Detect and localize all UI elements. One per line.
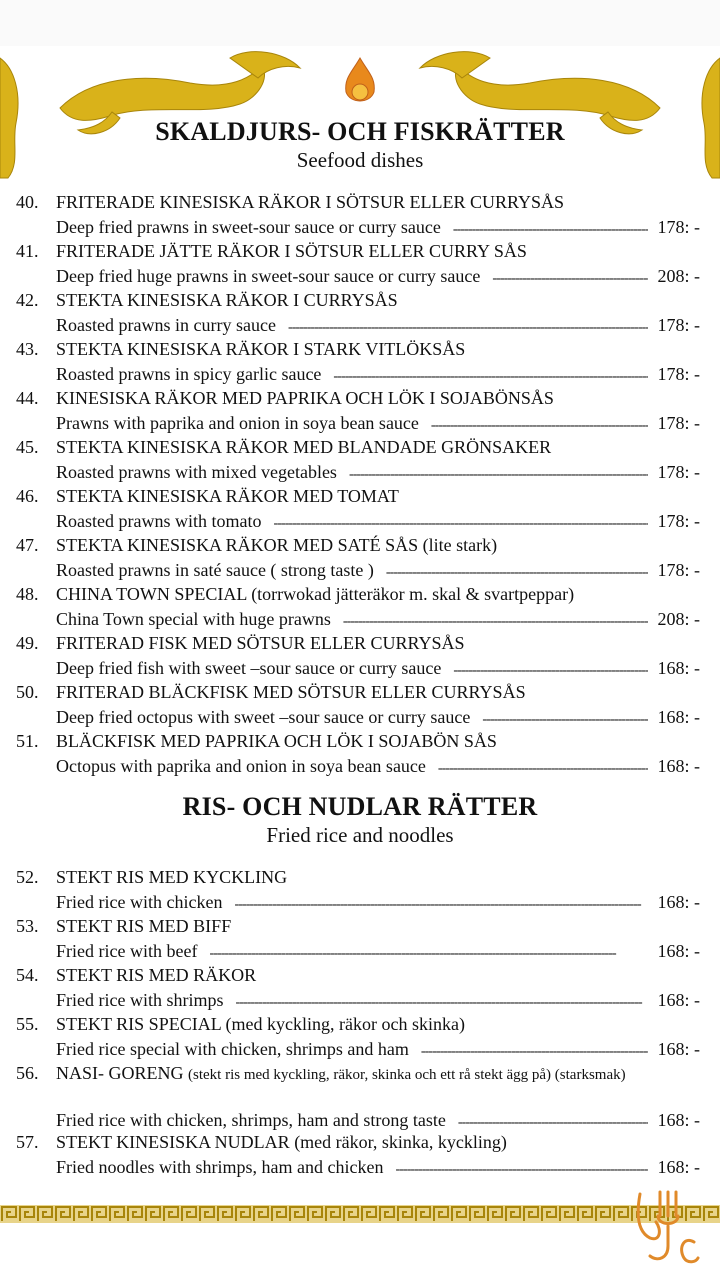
item-english-description: Fried rice with chicken — [56, 892, 223, 912]
item-swedish-name: FRITERADE JÄTTE RÄKOR I SÖTSUR ELLER CURRY SÅS — [56, 241, 527, 261]
item-number: 56. — [16, 1063, 39, 1083]
dotted-leader — [453, 216, 648, 241]
item-swedish-name: FRITERAD FISK MED SÖTSUR ELLER CURRYSÅS — [56, 633, 465, 653]
menu-item — [0, 289, 720, 338]
item-english-description: China Town special with huge prawns — [56, 609, 331, 629]
item-english-line — [56, 940, 700, 962]
item-number: 45. — [16, 437, 39, 457]
item-number: 48. — [16, 584, 39, 604]
item-number: 57. — [16, 1132, 39, 1152]
item-swedish-name: STEKTA KINESISKA RÄKOR I STARK VITLÖKSÅS — [56, 339, 466, 359]
dotted-leader — [431, 412, 648, 437]
item-number: 44. — [16, 388, 39, 408]
item-price: 178: - — [657, 511, 700, 531]
item-english-line — [56, 412, 700, 434]
item-number: 50. — [16, 682, 39, 702]
item-number: 53. — [16, 916, 39, 936]
menu-item — [0, 632, 720, 681]
item-price: 168: - — [657, 892, 700, 912]
menu-item — [0, 387, 720, 436]
item-price: 168: - — [657, 990, 700, 1010]
item-price: 168: - — [657, 1157, 700, 1177]
dotted-leader — [349, 461, 648, 486]
decorative-border-strip — [0, 1205, 720, 1223]
item-english-line — [56, 314, 700, 336]
item-number: 46. — [16, 486, 39, 506]
dotted-leader — [234, 891, 647, 916]
item-english-line — [56, 1038, 700, 1060]
item-price: 208: - — [657, 266, 700, 286]
item-english-description: Fried rice special with chicken, shrimps and ham — [56, 1039, 409, 1059]
item-english-line — [56, 1156, 700, 1178]
item-price: 168: - — [657, 658, 700, 678]
item-english-description: Deep fried octopus with sweet –sour sauce or curry sauce — [56, 707, 471, 727]
dotted-leader — [453, 657, 647, 682]
menu-item — [0, 191, 720, 240]
item-swedish-note: (med räkor, skinka, kyckling) — [294, 1132, 507, 1152]
item-english-line — [56, 657, 700, 679]
item-swedish-name: STEKT RIS SPECIAL (med kyckling, räkor och skinka) — [56, 1014, 465, 1034]
item-swedish-name: STEKT KINESISKA NUDLAR (med räkor, skinka, kyckling) — [56, 1132, 507, 1152]
item-english-description: Roasted prawns in curry sauce — [56, 315, 276, 335]
item-english-line — [56, 1109, 700, 1131]
item-swedish-note: (med kyckling, räkor och skinka) — [225, 1014, 465, 1034]
section-subtitle-rice-noodles: Fried rice and noodles — [266, 823, 454, 847]
menu-item — [0, 485, 720, 534]
dotted-leader — [235, 989, 647, 1014]
item-english-description: Roasted prawns in spicy garlic sauce — [56, 364, 322, 384]
item-english-line — [56, 510, 700, 532]
menu-item — [0, 681, 720, 730]
item-swedish-name: BLÄCKFISK MED PAPRIKA OCH LÖK I SOJABÖN SÅS — [56, 731, 497, 751]
item-english-description: Roasted prawns with tomato — [56, 511, 262, 531]
item-english-description: Roasted prawns with mixed vegetables — [56, 462, 337, 482]
item-price: 168: - — [657, 756, 700, 776]
item-english-line — [56, 265, 700, 287]
item-swedish-name: KINESISKA RÄKOR MED PAPRIKA OCH LÖK I SOJABÖNSÅS — [56, 388, 554, 408]
item-english-description: Fried rice with beef — [56, 941, 198, 961]
item-english-line — [56, 891, 700, 913]
dotted-leader — [482, 706, 647, 731]
item-number: 52. — [16, 867, 39, 887]
item-number: 43. — [16, 339, 39, 359]
item-price: 208: - — [657, 609, 700, 629]
dotted-leader — [386, 559, 648, 584]
item-english-line — [56, 461, 700, 483]
item-number: 47. — [16, 535, 39, 555]
item-swedish-note: (torrwokad jätteräkor m. skal & svartpeppar) — [251, 584, 575, 604]
item-price: 178: - — [657, 560, 700, 580]
item-swedish-name: FRITERAD BLÄCKFISK MED SÖTSUR ELLER CURRYSÅS — [56, 682, 526, 702]
menu-item — [0, 436, 720, 485]
dotted-leader — [209, 940, 647, 965]
menu-item — [0, 338, 720, 387]
item-swedish-name: STEKTA KINESISKA RÄKOR MED TOMAT — [56, 486, 399, 506]
item-swedish-name: STEKT RIS MED BIFF — [56, 916, 232, 936]
menu-item — [0, 964, 720, 1013]
dotted-leader — [438, 755, 648, 780]
menu-item — [0, 730, 720, 779]
item-number: 40. — [16, 192, 39, 212]
item-price: 168: - — [657, 707, 700, 727]
item-swedish-note: (stekt ris med kyckling, räkor, skinka och ett rå stekt ägg på) (starksmak) — [188, 1067, 626, 1083]
item-price: 178: - — [657, 315, 700, 335]
item-english-line — [56, 989, 700, 1011]
item-number: 51. — [16, 731, 39, 751]
dotted-leader — [421, 1038, 648, 1063]
item-price: 168: - — [657, 941, 700, 961]
item-number: 41. — [16, 241, 39, 261]
section-title-rice-noodles: RIS- OCH NUDLAR RÄTTER — [182, 792, 538, 821]
section-subtitle-seafood: Seefood dishes — [296, 148, 424, 172]
item-english-line — [56, 216, 700, 238]
item-swedish-name: CHINA TOWN SPECIAL (torrwokad jätteräkor m. skal & svartpeppar) — [56, 584, 575, 604]
menu-item — [0, 1013, 720, 1062]
item-english-line — [56, 363, 700, 385]
item-swedish-name: STEKT RIS MED RÄKOR — [56, 965, 257, 985]
item-swedish-name: STEKTA KINESISKA RÄKOR MED BLANDADE GRÖNSAKER — [56, 437, 552, 457]
item-price: 178: - — [657, 217, 700, 237]
dotted-leader — [288, 314, 648, 339]
item-english-line — [56, 608, 700, 630]
item-swedish-name: STEKTA KINESISKA RÄKOR I CURRYSÅS — [56, 290, 398, 310]
restaurant-logo-icon — [632, 1186, 702, 1268]
dotted-leader — [395, 1156, 647, 1181]
item-swedish-name: NASI- GORENG (stekt ris med kyckling, räkor, skinka och ett rå stekt ägg på) (starksmak) — [56, 1063, 626, 1083]
menu-item — [0, 1131, 720, 1180]
dotted-leader — [333, 363, 647, 388]
section-title-seafood: SKALDJURS- OCH FISKRÄTTER — [155, 117, 565, 146]
dotted-leader — [343, 608, 648, 633]
item-swedish-note: (lite stark) — [422, 535, 498, 555]
item-swedish-name: FRITERADE KINESISKA RÄKOR I SÖTSUR ELLER CURRYSÅS — [56, 192, 565, 212]
item-number: 55. — [16, 1014, 39, 1034]
item-price: 178: - — [657, 364, 700, 384]
item-english-description: Fried rice with shrimps — [56, 990, 224, 1010]
item-swedish-name: STEKTA KINESISKA RÄKOR MED SATÉ SÅS (lite stark) — [56, 535, 498, 555]
item-english-description: Roasted prawns in saté sauce ( strong taste ) — [56, 560, 374, 580]
item-swedish-name: STEKT RIS MED KYCKLING — [56, 867, 288, 887]
item-number: 54. — [16, 965, 39, 985]
item-english-description: Deep fried prawns in sweet-sour sauce or curry sauce — [56, 217, 441, 237]
item-english-description: Fried rice with chicken, shrimps, ham and strong taste — [56, 1110, 446, 1130]
menu-item — [0, 1062, 720, 1132]
item-number: 49. — [16, 633, 39, 653]
item-price: 168: - — [657, 1110, 700, 1130]
dotted-leader — [492, 265, 647, 290]
menu-item — [0, 534, 720, 583]
flame-emblem-icon — [346, 58, 375, 101]
menu-item — [0, 583, 720, 632]
item-english-line — [56, 706, 700, 728]
item-english-description: Prawns with paprika and onion in soya bean sauce — [56, 413, 419, 433]
item-english-description: Deep fried huge prawns in sweet-sour sauce or curry sauce — [56, 266, 481, 286]
item-price: 178: - — [657, 462, 700, 482]
item-english-line — [56, 559, 700, 581]
item-english-line — [56, 755, 700, 777]
dotted-leader — [273, 510, 647, 535]
item-price: 168: - — [657, 1039, 700, 1059]
menu-item — [0, 866, 720, 915]
item-english-description: Octopus with paprika and onion in soya bean sauce — [56, 756, 426, 776]
menu-item — [0, 915, 720, 964]
item-english-description: Fried noodles with shrimps, ham and chicken — [56, 1157, 384, 1177]
item-number: 42. — [16, 290, 39, 310]
item-english-description: Deep fried fish with sweet –sour sauce or curry sauce — [56, 658, 442, 678]
item-price: 178: - — [657, 413, 700, 433]
menu-item — [0, 240, 720, 289]
